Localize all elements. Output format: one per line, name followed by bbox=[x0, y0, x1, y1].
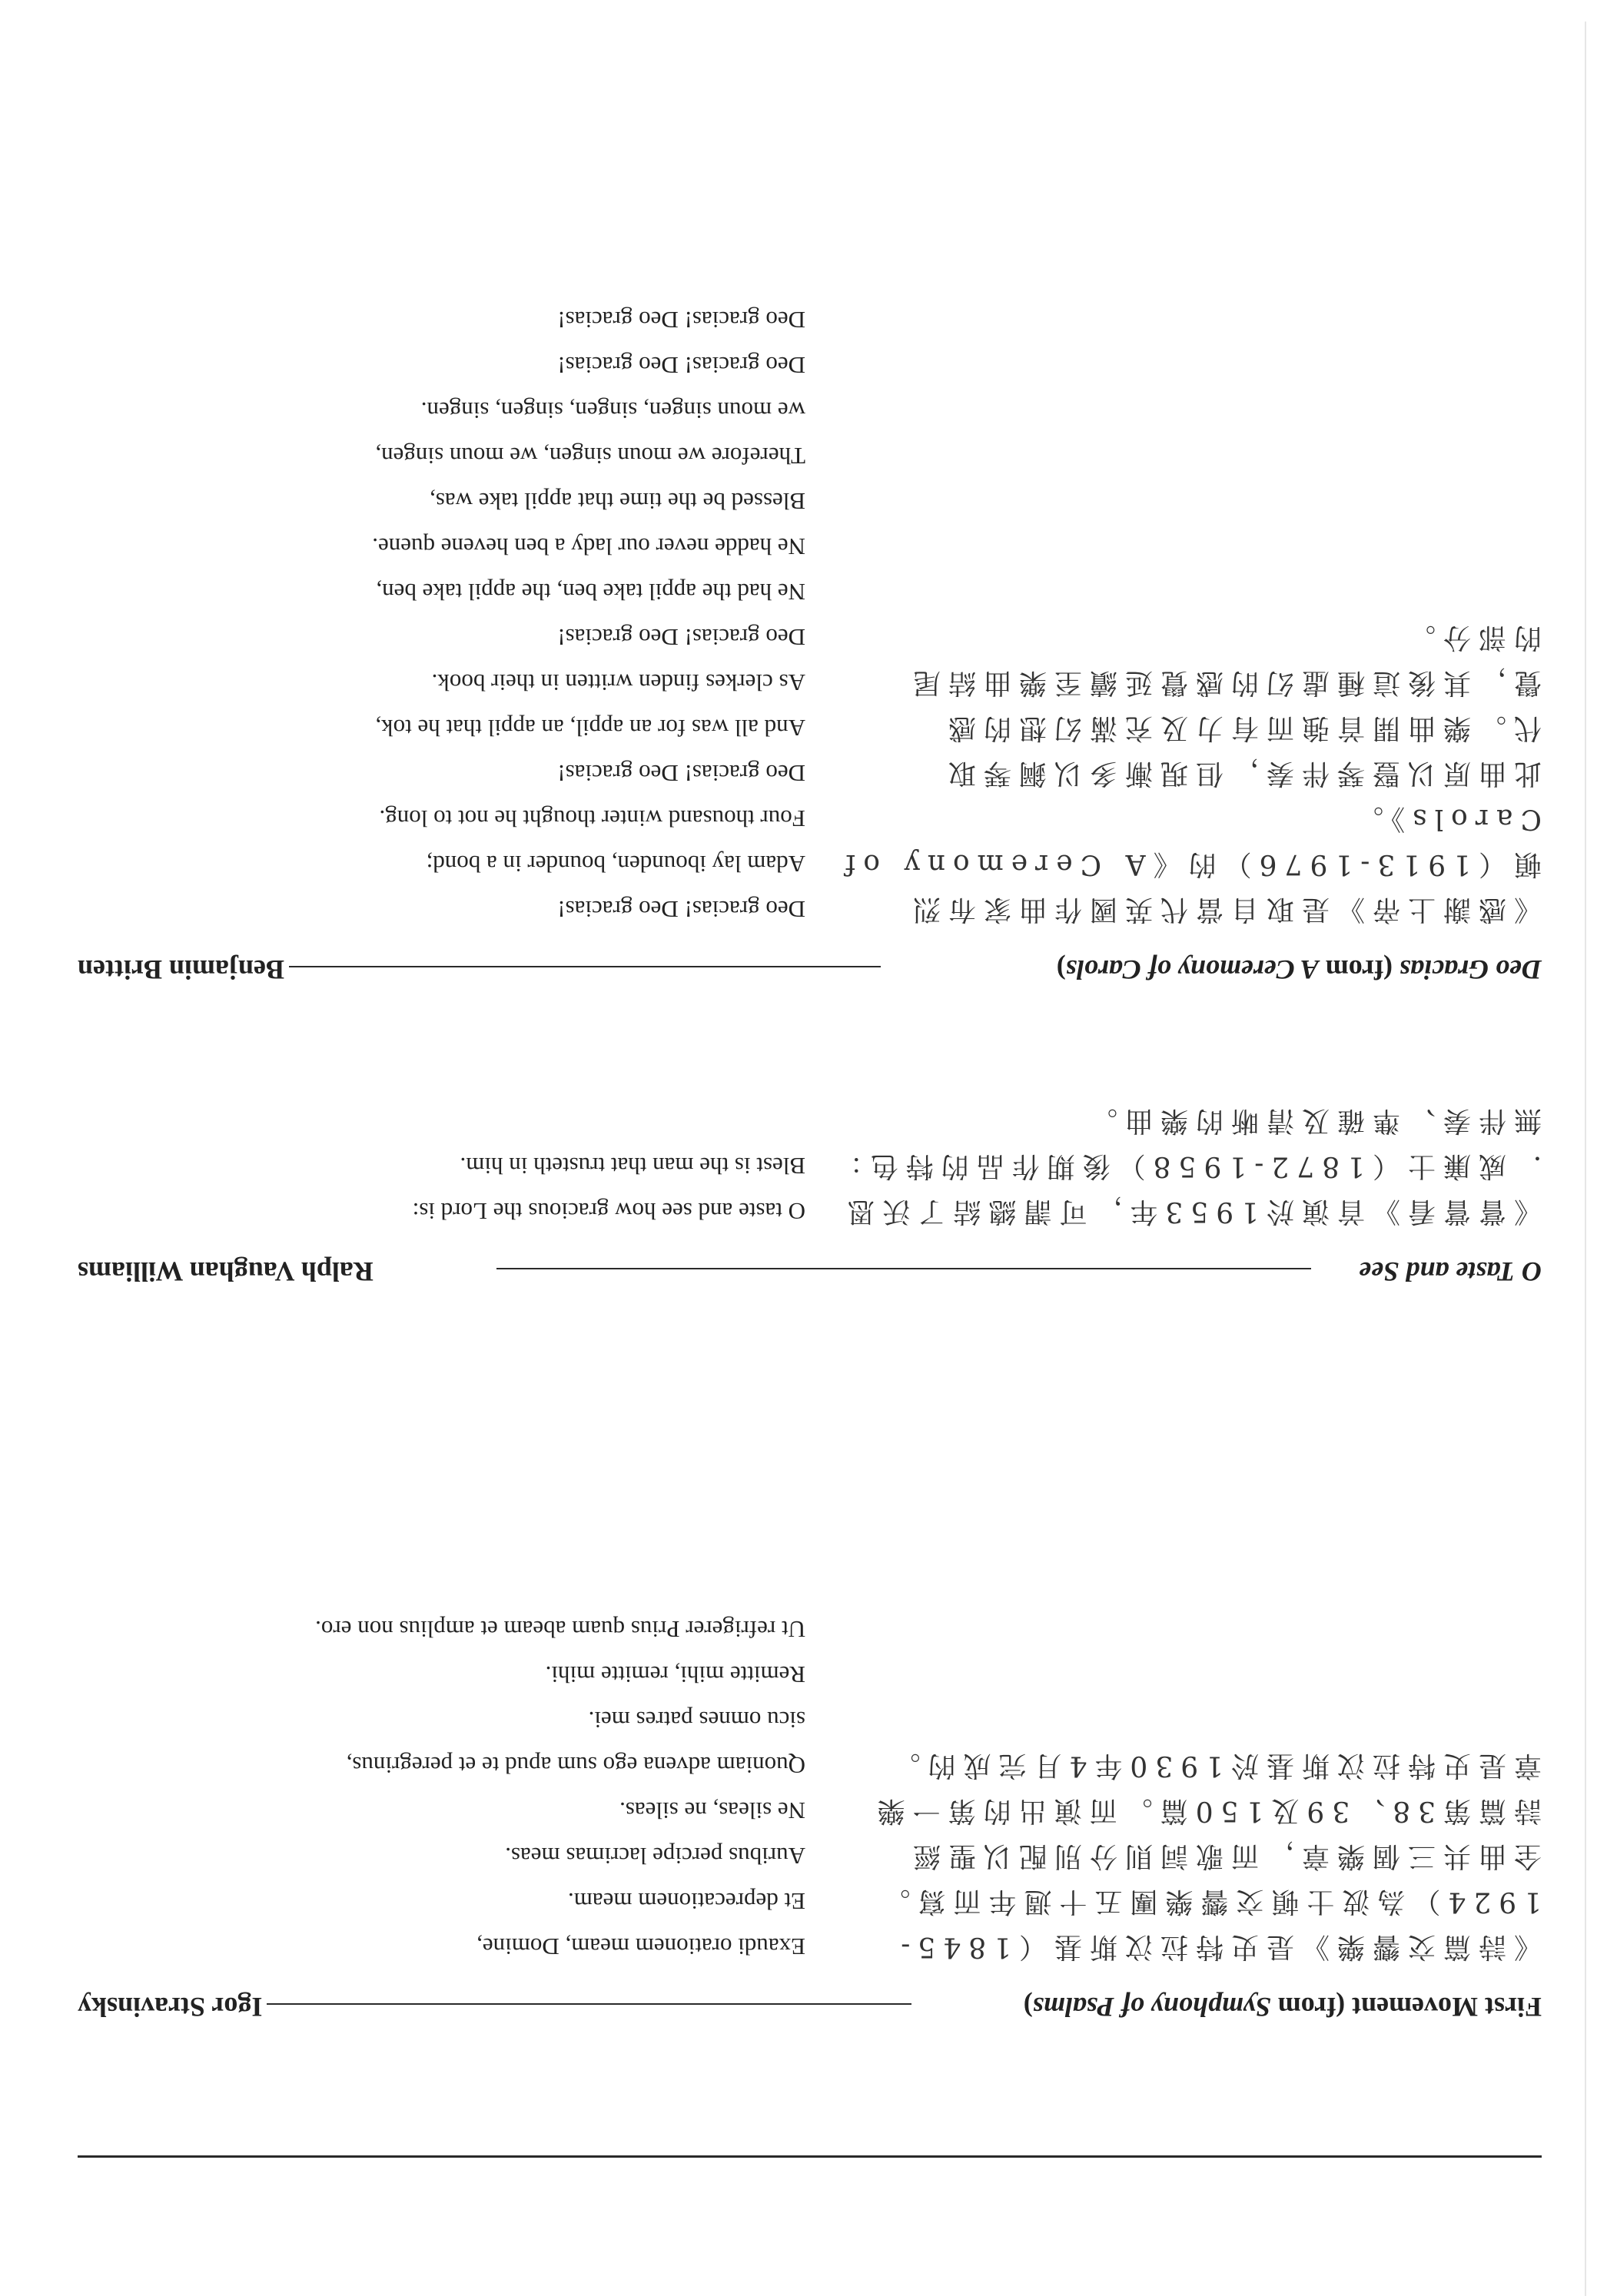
lyric-line: Quoniam advena ego sum apud te et peregrinus, bbox=[346, 1752, 805, 1779]
lyric-line: Blest is the man that trusteth in him. bbox=[460, 1153, 805, 1180]
chinese-notes bbox=[838, 615, 1542, 932]
lyrics bbox=[315, 1607, 805, 1969]
lyrics bbox=[413, 1143, 805, 1234]
lyric-line: Et deprecationem meam. bbox=[567, 1888, 805, 1915]
lyric-line: Exaudi orationem meam, Domine, bbox=[476, 1933, 805, 1960]
scan-edge-line bbox=[1585, 22, 1586, 2296]
lyric-line: Deo gracias! Deo gracias! bbox=[557, 896, 805, 923]
lyric-line: Ne sileas, ne sileas. bbox=[619, 1797, 805, 1824]
lyric-line: Therefore we moun singen, we moun singen, bbox=[375, 443, 805, 469]
piece-title: Deo Gracias (from A Ceremony of Carols) bbox=[1052, 954, 1542, 986]
composer-name: Ralph Vaughan Williams bbox=[78, 1256, 378, 1288]
chinese-line: 頓（1913-1976）的《A Ceremony of bbox=[838, 848, 1542, 880]
chinese-line: 代。樂曲開首強而有力及充滿幻想的感 bbox=[940, 712, 1542, 744]
lyric-line: And all was for an appil, an appil that he tok, bbox=[375, 715, 805, 742]
lyric-line: Deo gracias! Deo gracias! bbox=[557, 352, 805, 379]
chinese-notes bbox=[869, 1743, 1542, 1969]
chinese-line: Carols》。 bbox=[1348, 803, 1542, 834]
chinese-line: 章是史特拉汶斯基於1930年4月完成的。 bbox=[885, 1750, 1542, 1781]
lyric-line: Blessed be the time that appil take was, bbox=[430, 488, 805, 515]
chinese-line: 全曲共三個樂章，而歌詞則分別配以聖經 bbox=[905, 1840, 1542, 1872]
chinese-line: 《感謝上帝》是取自當代英國作曲家布烈 bbox=[905, 894, 1542, 925]
header-rule bbox=[78, 2155, 1542, 2158]
composer-name: Benjamin Britten bbox=[78, 954, 289, 986]
lyrics bbox=[372, 297, 805, 932]
section-stravinsky bbox=[78, 1616, 1542, 2023]
section-header bbox=[78, 1980, 1542, 2023]
chinese-line: 詩篇第38、39及150篇。而演出的第一樂 bbox=[869, 1795, 1542, 1827]
title-leader-line bbox=[496, 1268, 1311, 1269]
chinese-line: 《嘗嘗看》首演於1953年，可謂總結了沃恩 bbox=[839, 1196, 1542, 1227]
chinese-line: 1924）為波士頓交響樂團五十週年而寫。 bbox=[875, 1886, 1542, 1917]
chinese-line: 此曲原以豎琴伴奏，但現漸多以鋼琴取 bbox=[940, 758, 1542, 789]
chinese-line: 無伴奏、準確及清晰的樂曲。 bbox=[1081, 1105, 1542, 1136]
composer-name: Igor Stravinsky bbox=[78, 1991, 267, 2023]
lyric-line: Ne had the appil take ben, the appil take ben, bbox=[376, 579, 805, 606]
piece-title: O Taste and See bbox=[1354, 1256, 1542, 1288]
lyric-line: we moun singen, singen, singen, singen. bbox=[420, 397, 805, 424]
section-britten bbox=[78, 307, 1542, 986]
lyric-line: Adam lay ibounden, bounder in a bond; bbox=[426, 851, 805, 878]
title-leader-line bbox=[189, 2003, 911, 2005]
lyric-line: O taste and see how gracious the Lord is: bbox=[412, 1198, 805, 1225]
lyric-line: Auribus percipe lacrimas meas. bbox=[505, 1843, 805, 1870]
chinese-line: ．威廉士（1872-1958）後期作品的特色： bbox=[827, 1150, 1542, 1182]
chinese-notes bbox=[827, 1098, 1542, 1234]
lyric-line: Deo gracias! Deo gracias! bbox=[557, 760, 805, 787]
lyric-line: Ne hadde never our lady a ben hevene quene. bbox=[372, 533, 805, 560]
lyric-line: Ut refrigerer Prius quam abeam et amplius non ero. bbox=[315, 1616, 805, 1643]
piece-title: First Movement (from Symphony of Psalms) bbox=[1019, 1991, 1542, 2023]
section-vaughan-williams bbox=[78, 1105, 1542, 1288]
chinese-line: 《詩篇交響樂》是史特拉汶斯基（1845- bbox=[893, 1931, 1542, 1963]
lyric-line: Deo gracias! Deo gracias! bbox=[557, 307, 805, 333]
chinese-line: 的部分。 bbox=[1399, 622, 1542, 653]
lyric-line: Deo gracias! Deo gracias! bbox=[557, 624, 805, 651]
section-header bbox=[78, 943, 1542, 986]
lyric-line: Remitte mihi, remitte mihi. bbox=[545, 1661, 805, 1688]
chinese-line: 覺，其後這種虛幻的感覺延續至樂曲結尾 bbox=[905, 667, 1542, 698]
title-leader-line bbox=[220, 966, 881, 967]
lyric-line: As clerkes finden written in their book. bbox=[431, 669, 805, 696]
lyric-line: sicu omnes patres mei. bbox=[588, 1707, 805, 1734]
lyric-line: Four thousand winter thought he not to long. bbox=[379, 805, 805, 832]
section-header bbox=[78, 1245, 1542, 1288]
